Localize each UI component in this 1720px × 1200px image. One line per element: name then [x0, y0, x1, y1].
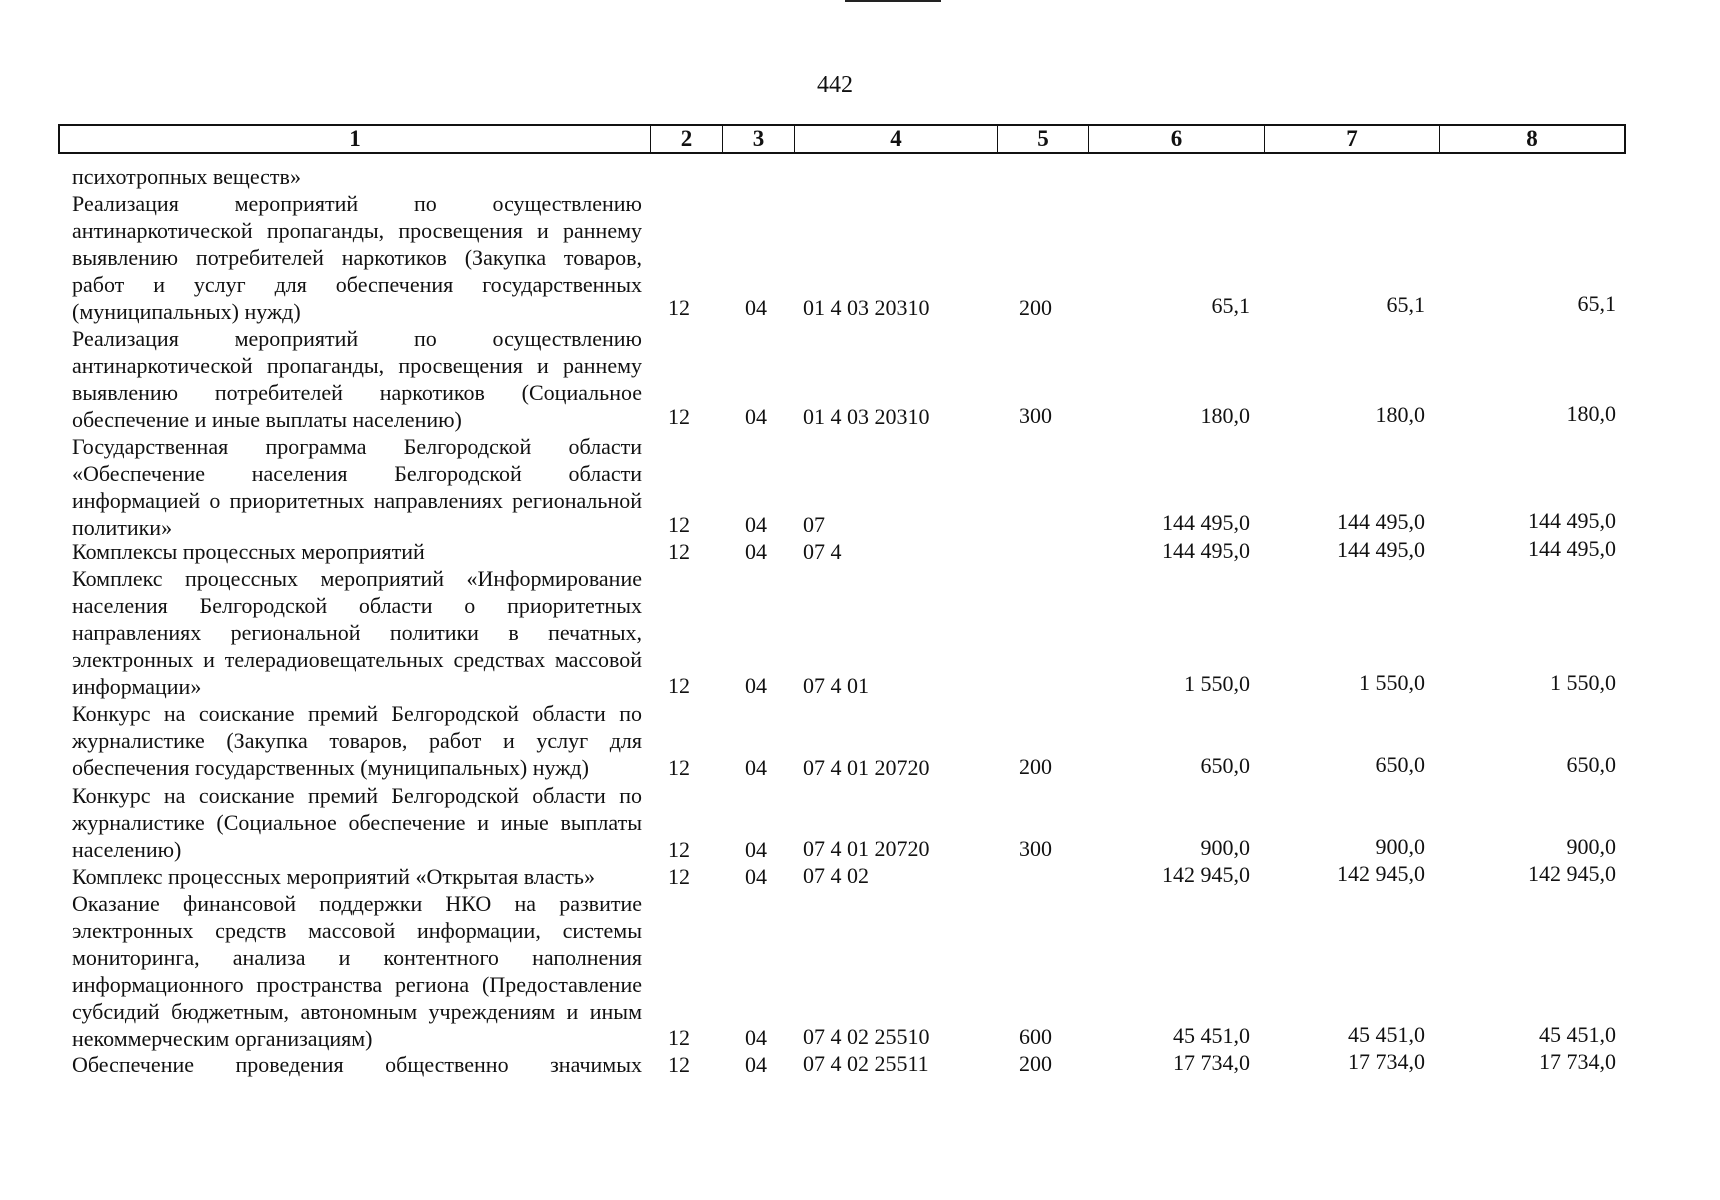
cell-col-2: 12 — [668, 673, 690, 698]
cell-col-8: 17 734,0 — [1539, 1049, 1616, 1074]
cell-col-7: 142 945,0 — [1337, 861, 1425, 886]
cell-col-4: 07 — [803, 512, 825, 537]
cell-col-8: 900,0 — [1566, 834, 1616, 859]
header-col-3: 3 — [723, 126, 795, 152]
cell-col-6: 650,0 — [1200, 753, 1250, 778]
cell-col-5: 200 — [1019, 754, 1052, 779]
cell-col-3: 04 — [745, 404, 767, 429]
cell-col-4: 07 4 01 20720 — [803, 836, 930, 861]
cell-col-7: 1 550,0 — [1359, 670, 1425, 695]
row-description: Реализация мероприятий по осуществлению антинаркотической пропаганды, просвещения и раннему выявлению потребителей наркотиков (Социальное обеспечение и иные выплаты населению) — [72, 326, 642, 432]
header-col-7: 7 — [1265, 126, 1440, 152]
cell-col-6: 144 495,0 — [1162, 538, 1250, 563]
cell-col-2: 12 — [668, 295, 690, 320]
cell-col-7: 144 495,0 — [1337, 537, 1425, 562]
cell-col-6: 1 550,0 — [1184, 671, 1250, 696]
header-col-2: 2 — [651, 126, 723, 152]
cell-col-2: 12 — [668, 512, 690, 537]
page-number: 442 — [817, 72, 853, 98]
header-col-1: 1 — [60, 126, 651, 152]
cell-col-3: 04 — [745, 539, 767, 564]
header-col-6: 6 — [1089, 126, 1265, 152]
cell-col-7: 180,0 — [1375, 402, 1425, 427]
cell-col-2: 12 — [668, 539, 690, 564]
cell-col-6: 65,1 — [1211, 293, 1250, 318]
cell-col-7: 65,1 — [1386, 292, 1425, 317]
cell-col-8: 650,0 — [1566, 752, 1616, 777]
cell-col-8: 180,0 — [1566, 401, 1616, 426]
cell-col-5: 600 — [1019, 1024, 1052, 1049]
cell-col-3: 04 — [745, 1025, 767, 1050]
cell-col-3: 04 — [745, 837, 767, 862]
cell-col-8: 144 495,0 — [1528, 508, 1616, 533]
cell-col-8: 45 451,0 — [1539, 1022, 1616, 1047]
cell-col-3: 04 — [745, 1052, 767, 1077]
cell-col-8: 144 495,0 — [1528, 536, 1616, 561]
cell-col-6: 144 495,0 — [1162, 510, 1250, 535]
cell-col-3: 04 — [745, 864, 767, 889]
cell-col-2: 12 — [668, 404, 690, 429]
row-description: Конкурс на соискание премий Белгородской области по журналистике (Социальное обеспечение и иные выплаты населению) — [72, 783, 642, 862]
row-description: Комплекс процессных мероприятий «Открытая власть» — [72, 864, 595, 889]
row-description: психотропных веществ» — [72, 164, 301, 189]
cell-col-4: 07 4 02 25510 — [803, 1024, 930, 1049]
cell-col-3: 04 — [745, 673, 767, 698]
cell-col-6: 45 451,0 — [1173, 1023, 1250, 1048]
cell-col-5: 200 — [1019, 295, 1052, 320]
cell-col-3: 04 — [745, 295, 767, 320]
cell-col-2: 12 — [668, 1052, 690, 1077]
cell-col-4: 07 4 — [803, 539, 842, 564]
cell-col-2: 12 — [668, 1025, 690, 1050]
cell-col-4: 07 4 02 25511 — [803, 1051, 929, 1076]
row-description: Обеспечение проведения общественно значимых — [72, 1052, 642, 1077]
cell-col-7: 144 495,0 — [1337, 509, 1425, 534]
row-description: Комплекс процессных мероприятий «Информирование населения Белгородской области о приоритетных направлениях региональной политики в печатных, электронных и телерадиовещательных средствах массовой информации» — [72, 566, 642, 699]
header-col-5: 5 — [998, 126, 1089, 152]
cell-col-2: 12 — [668, 864, 690, 889]
cell-col-4: 07 4 01 — [803, 673, 869, 698]
cell-col-3: 04 — [745, 512, 767, 537]
cell-col-4: 07 4 01 20720 — [803, 755, 930, 780]
cell-col-7: 900,0 — [1375, 834, 1425, 859]
cell-col-7: 650,0 — [1375, 752, 1425, 777]
cell-col-4: 07 4 02 — [803, 863, 869, 888]
cell-col-6: 900,0 — [1200, 835, 1250, 860]
header-col-4: 4 — [795, 126, 998, 152]
cell-col-8: 142 945,0 — [1528, 861, 1616, 886]
cell-col-7: 45 451,0 — [1348, 1022, 1425, 1047]
cell-col-6: 180,0 — [1200, 403, 1250, 428]
cell-col-5: 300 — [1019, 403, 1052, 428]
cell-col-6: 17 734,0 — [1173, 1050, 1250, 1075]
row-description: Комплексы процессных мероприятий — [72, 539, 425, 564]
cell-col-2: 12 — [668, 837, 690, 862]
row-description: Оказание финансовой поддержки НКО на развитие электронных средств массовой информации, системы мониторинга, анализа и контентного наполнения информационного пространства региона (Предоставление субсидий бюджетным, автономным учреждениям и иным некоммерческим организациям) — [72, 891, 642, 1051]
cell-col-8: 65,1 — [1577, 291, 1616, 316]
cell-col-5: 200 — [1019, 1051, 1052, 1076]
cell-col-2: 12 — [668, 755, 690, 780]
cell-col-4: 01 4 03 20310 — [803, 404, 930, 429]
cell-col-3: 04 — [745, 755, 767, 780]
cell-col-5: 300 — [1019, 836, 1052, 861]
cell-col-4: 01 4 03 20310 — [803, 295, 930, 320]
row-description: Государственная программа Белгородской области «Обеспечение населения Белгородской области информацией о приоритетных направлениях региональной политики» — [72, 434, 642, 540]
row-description: Конкурс на соискание премий Белгородской области по журналистике (Закупка товаров, работ и услуг для обеспечения государственных (муниципальных) нужд) — [72, 701, 642, 780]
cell-col-8: 1 550,0 — [1550, 670, 1616, 695]
cell-col-6: 142 945,0 — [1162, 862, 1250, 887]
cell-col-7: 17 734,0 — [1348, 1049, 1425, 1074]
row-description: Реализация мероприятий по осуществлению антинаркотической пропаганды, просвещения и раннему выявлению потребителей наркотиков (Закупка товаров, работ и услуг для обеспечения государственных (муниципальных) нужд) — [72, 191, 642, 324]
header-col-8: 8 — [1526, 126, 1538, 151]
